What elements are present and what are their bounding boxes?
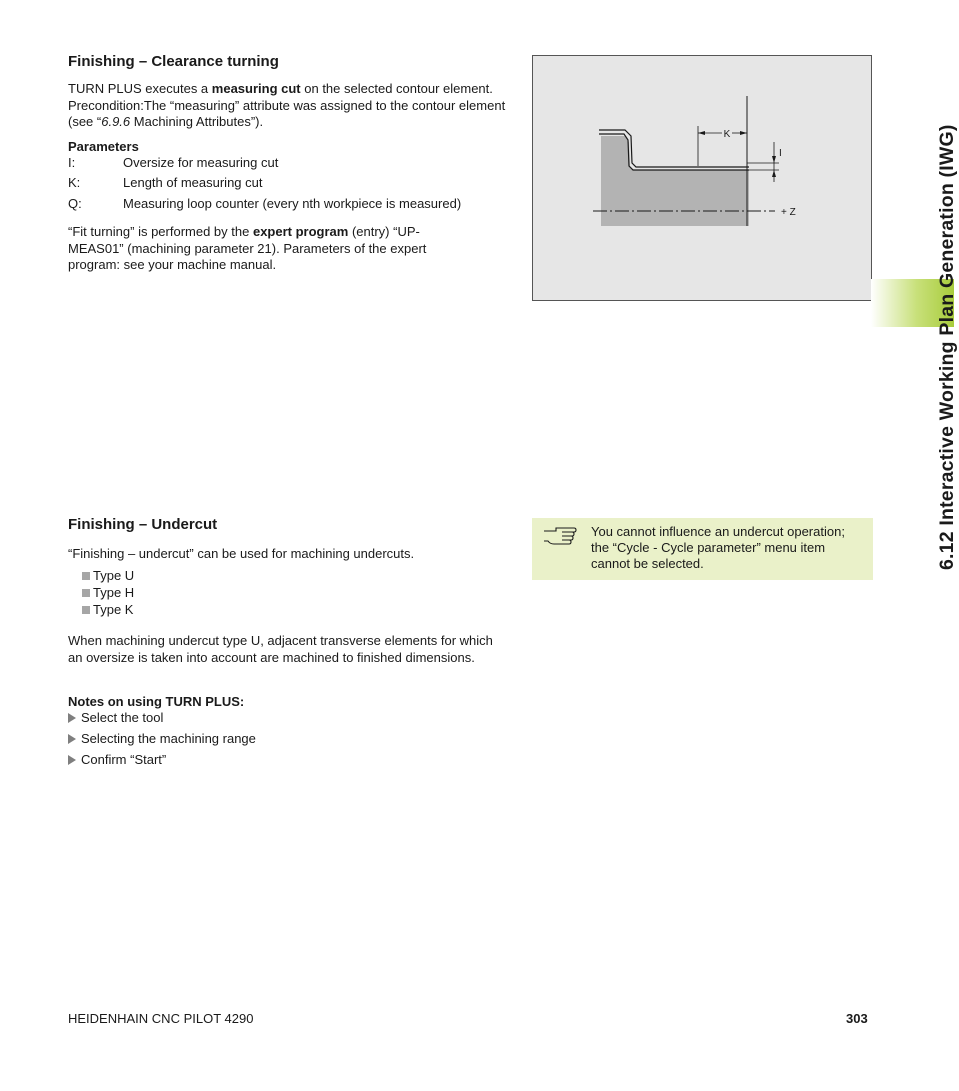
- parameter-row-i: [68, 155, 278, 170]
- type-label: Type K: [93, 602, 134, 617]
- z-axis-label: + Z: [781, 207, 796, 218]
- step-item-select-tool: [68, 710, 163, 727]
- undercut-intro: “Finishing – undercut” can be used for machining undercuts.: [68, 546, 415, 561]
- parameter-description: Measuring loop counter (every nth workpiece is measured): [123, 196, 462, 211]
- clearance-intro-paragraph: [68, 81, 513, 131]
- fit-turning-paragraph: [68, 224, 468, 274]
- parameters-heading: Parameters: [68, 139, 139, 154]
- fit-text: (entry) “UP-MEAS01” (machining parameter 21). Parameters of the expert program: see your machine manual.: [68, 224, 427, 272]
- section-reference: 6.9.6: [101, 114, 131, 129]
- square-bullet-icon: [82, 572, 90, 580]
- chapter-title-vertical: 6.12 Interactive Working Plan Generation (IWG): [936, 124, 958, 570]
- parameter-key: Q:: [68, 196, 82, 211]
- parameter-description: Oversize for measuring cut: [123, 155, 279, 170]
- square-bullet-icon: [82, 589, 90, 597]
- i-label: I: [779, 148, 782, 159]
- k-arrow-right: [740, 131, 747, 135]
- step-item-confirm-start: [68, 752, 166, 769]
- type-list-item-h: [82, 585, 134, 602]
- measuring-cut-drawing: [533, 56, 871, 300]
- page-number: 303: [846, 1011, 868, 1026]
- type-label: Type U: [93, 568, 135, 583]
- type-list-item-u: [82, 568, 134, 585]
- measuring-cut-figure: [532, 55, 872, 301]
- step-item-select-range: [68, 731, 256, 748]
- notes-heading: Notes on using TURN PLUS:: [68, 694, 245, 709]
- step-label: Selecting the machining range: [81, 731, 256, 746]
- parameter-description: Length of measuring cut: [123, 175, 263, 190]
- parameter-row-k: [68, 175, 262, 190]
- type-label: Type H: [93, 585, 135, 600]
- section-heading-undercut: Finishing – Undercut: [68, 516, 218, 533]
- workpiece-shape: [601, 136, 749, 226]
- intro-text: on the selected contour element. Precondition:The “measuring” attribute was assigned to the contour element (see “: [68, 81, 506, 129]
- undercut-type-u-paragraph: When machining undercut type U, adjacent transverse elements for which an oversize is taken into account are machined to finished dimensions.: [68, 633, 493, 665]
- footer-manual-name: HEIDENHAIN CNC PILOT 4290: [68, 1011, 254, 1026]
- intro-text: Machining Attributes”).: [130, 114, 264, 129]
- section-heading-clearance-turning: Finishing – Clearance turning: [68, 53, 279, 70]
- k-arrow-left: [698, 131, 705, 135]
- fit-text: “Fit turning” is performed by the: [68, 224, 253, 239]
- intro-bold-term: measuring cut: [211, 81, 301, 96]
- parameter-row-q: [68, 196, 461, 211]
- intro-text: TURN PLUS executes a: [68, 81, 212, 96]
- i-arrow-bottom: [772, 170, 776, 177]
- k-label: K: [723, 129, 731, 140]
- pointing-hand-icon: [542, 525, 578, 545]
- step-label: Select the tool: [81, 710, 164, 725]
- type-list-item-k: [82, 602, 133, 619]
- i-arrow-top: [772, 156, 776, 163]
- square-bullet-icon: [82, 606, 90, 614]
- triangle-bullet-icon: [68, 713, 76, 723]
- triangle-bullet-icon: [68, 734, 76, 744]
- note-text: You cannot influence an undercut operation; the “Cycle - Cycle parameter” menu item cannot be selected.: [591, 524, 845, 571]
- fit-bold-term: expert program: [252, 224, 349, 239]
- parameter-key: I:: [68, 155, 76, 170]
- step-label: Confirm “Start”: [81, 752, 167, 767]
- note-box: [532, 518, 873, 580]
- parameter-key: K:: [68, 175, 81, 190]
- triangle-bullet-icon: [68, 755, 76, 765]
